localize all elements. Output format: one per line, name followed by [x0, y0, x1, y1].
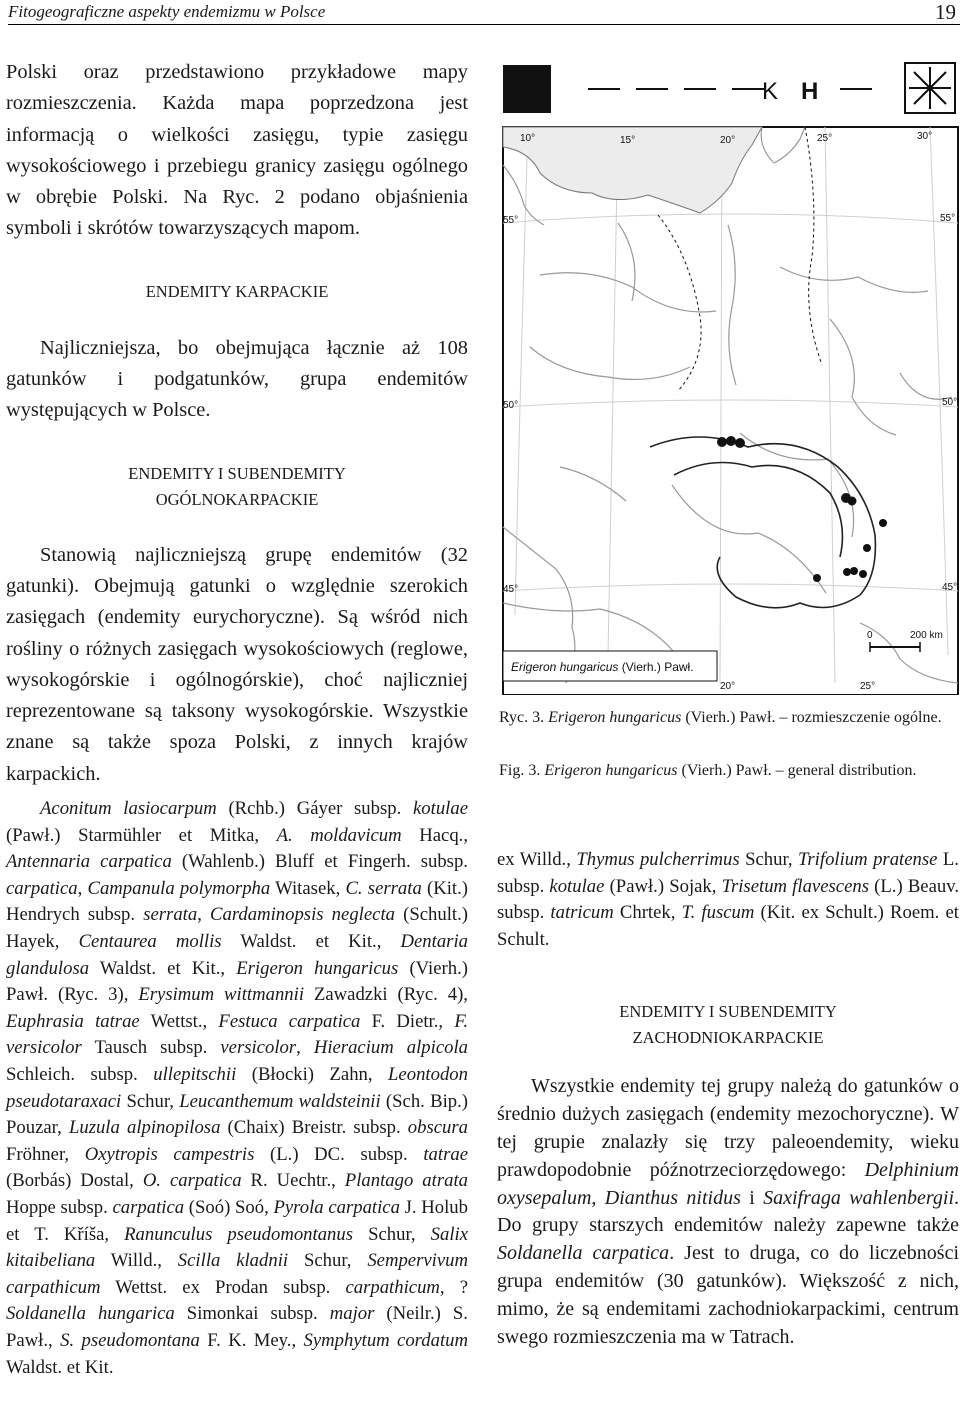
taxon-name: major — [329, 1303, 375, 1325]
text-run: J. Holub et T. Kříša, — [6, 1196, 468, 1245]
taxon-name: Plantago atrata — [344, 1170, 468, 1192]
occurrence-dot — [863, 544, 871, 552]
text-run: Schur, — [739, 849, 799, 870]
text-run: L. subsp. — [497, 849, 959, 897]
lat-label: 45° — [942, 582, 958, 593]
text-run: Hoppe subsp. — [6, 1196, 113, 1218]
lat-label: 45° — [503, 584, 519, 595]
taxon-name: tatricum — [550, 902, 614, 924]
text-run: Schleich. subsp. — [6, 1063, 154, 1085]
taxon-name: obscura — [407, 1117, 468, 1139]
text-run: (Pawł.) Sojak, — [604, 875, 722, 897]
text-run: , — [197, 904, 211, 926]
coastlines-rivers — [503, 127, 958, 683]
taxon-name: carpatica — [6, 877, 78, 899]
taxon-name: S. pseudomontana — [60, 1329, 200, 1351]
taxon-name: Saxifraga wahlenbergii — [763, 1186, 954, 1209]
taxon-name: serrata — [143, 904, 198, 926]
occurrence-dot — [726, 436, 736, 446]
running-title: Fitogeograficzne aspekty endemizmu w Polsce — [8, 2, 326, 21]
text-run: (Pawł.) Starmühler et Mitka, — [6, 824, 277, 846]
paragraph-ogolnokarpackie: Stanowią najliczniejszą grupę endemitów (32 gatunki). Obejmują gatunki o względnie szerokich zasięgach (endemity eurychoryczne). Są wśród nich rośliny o różnych zasięgach wysokościowych (reglowe, wysokogórskie i ogólnogórskie), choć najliczniej reprezentowane są taksony wysokogórskie. Wszystkie znane są także spoza Polski, z innych krajów karpackich. — [6, 543, 468, 785]
lon-label: 25° — [817, 133, 833, 144]
text-run: (Soó) Soó, — [184, 1196, 274, 1218]
taxon-name: Luzula alpinopilosa — [68, 1117, 221, 1139]
taxon-name: Hieracium alpicola — [313, 1037, 469, 1059]
taxon-name: carpatica — [112, 1196, 185, 1218]
text-run: Zawadzki (Ryc. 4), — [304, 984, 468, 1006]
text-run: i — [740, 1186, 764, 1209]
text-run: , — [296, 1037, 314, 1059]
distribution-map — [500, 55, 960, 695]
text-run: F. Dietr., — [360, 1010, 455, 1032]
left-column — [6, 57, 468, 1381]
taxon-name: Antennaria carpatica — [6, 851, 172, 873]
text-run: Wettst., — [139, 1010, 219, 1032]
legend-h: H — [801, 78, 819, 105]
caption-pl: Ryc. 3. Erigeron hungaricus (Vierh.) Pawł. – rozmieszczenie ogólne. — [499, 709, 942, 726]
species-label: Erigeron hungaricus (Vierh.) Pawł. — [511, 660, 694, 674]
caption-en: Fig. 3. Erigeron hungaricus (Vierh.) Pawł. – general distribution. — [499, 762, 917, 779]
occurrence-dot — [859, 570, 867, 578]
taxon-name: Cardaminopsis neglecta — [210, 904, 395, 926]
text-run: (Borbás) Dostal, — [6, 1170, 143, 1192]
carpathian-arc — [650, 437, 875, 608]
scale-end: 200 km — [910, 630, 943, 641]
taxon-name: Festuca carpatica — [218, 1010, 361, 1032]
taxon-name: versicolor — [220, 1037, 297, 1059]
occurrence-dot — [850, 567, 858, 575]
text-run: . Jest to druga, co do liczebności grupa endemitów (30 gatunków). Większość z nich, mimo, że są endemitami zachodniokarpackimi, centrum swego rozmieszczenia ma w Tatrach. — [497, 1242, 959, 1348]
species-list-continued — [497, 847, 959, 953]
heading-ogolnokarpackie — [6, 461, 468, 513]
legend-filled-square — [503, 65, 551, 113]
text-run: (Schult.) Hayek, — [6, 904, 468, 953]
occurrence-dot — [848, 497, 857, 506]
text-run: (L.) DC. subsp. — [254, 1143, 424, 1165]
text-run: (Chaix) Breistr. subsp. — [220, 1117, 408, 1139]
text-run: Simonkai subsp. — [174, 1303, 330, 1325]
text-run: Chrtek, — [613, 902, 682, 924]
taxon-name: kotulae — [412, 798, 468, 820]
heading-line-2: ZACHODNIOKARPACKIE — [632, 1028, 824, 1048]
taxon-name: Soldanella hungarica — [6, 1303, 175, 1325]
occurrence-dot — [879, 519, 887, 527]
lat-label: 50° — [942, 397, 958, 408]
text-run: Tausch subsp. — [81, 1037, 221, 1059]
taxon-name: Thymus pulcherrimus — [576, 849, 740, 870]
occurrence-dot — [735, 438, 745, 448]
text-run: (Błocki) Zahn, — [236, 1063, 389, 1085]
text-run: Witasek, — [270, 877, 346, 899]
text-run: R. Uechtr., — [241, 1170, 345, 1192]
taxon-name: Euphrasia tatrae — [6, 1010, 140, 1032]
occurrence-dots — [717, 436, 887, 582]
taxon-name: Delphinium oxysepalum — [497, 1158, 959, 1209]
map-svg — [500, 55, 960, 695]
lon-label-bottom: 20° — [720, 681, 736, 692]
lon-label: 15° — [620, 135, 636, 146]
taxon-name: Symphytum cordatum — [303, 1329, 468, 1351]
text-run: (L.) Beauv. subsp. — [497, 875, 960, 924]
running-header — [8, 0, 960, 25]
text-run: Wszystkie endemity tej grupy należą do gatunków o średnio dużych zasięgach (endemity mezochoryczne). W tej grupie znalazły się trzy paleoendemity, wieku prawdopodobnie późnotrzeciorzędowego: — [497, 1075, 959, 1181]
taxon-name: Centaurea mollis — [78, 931, 222, 953]
text-run: Schur, — [288, 1250, 368, 1272]
text-run: Schur, — [121, 1090, 180, 1112]
taxon-name: Dentaria glandulosa — [6, 931, 468, 979]
legend-star-icon — [905, 63, 955, 113]
heading-endemity-karpackie: ENDEMITY KARPACKIE — [145, 281, 329, 301]
taxon-name: Trisetum flavescens — [721, 875, 869, 897]
text-run: (Wahlenb.) Bluff et Fingerh. subsp. — [171, 851, 468, 873]
text-run: Schur, — [353, 1223, 431, 1245]
occurrence-dot — [813, 574, 821, 582]
heading-line-1: ENDEMITY I SUBENDEMITY — [128, 463, 346, 483]
text-run: , ? — [439, 1276, 468, 1298]
text-run: (Vierh.) Pawł. (Ryc. 3), — [6, 957, 468, 1006]
occurrence-dot — [843, 568, 851, 576]
text-run: (Neilr.) S. Pawł., — [6, 1303, 468, 1351]
taxon-name: ullepitschii — [153, 1063, 237, 1085]
text-run: F. K. Mey., — [199, 1329, 304, 1351]
text-run: Willd., — [95, 1250, 178, 1272]
taxon-name: Ranunculus pseudomontanus — [124, 1223, 354, 1245]
text-run: Wettst. ex Prodan subsp. — [100, 1276, 346, 1298]
taxon-name: tatrae — [423, 1143, 468, 1165]
taxon-name: Dianthus nitidus — [604, 1186, 741, 1209]
taxon-name: Trifolium pratense — [798, 849, 938, 870]
taxon-name: Salix kitaibeliana — [6, 1223, 469, 1272]
heading-line-1: ENDEMITY I SUBENDEMITY — [619, 1002, 837, 1022]
taxon-name: Erigeron hungaricus — [236, 957, 399, 979]
taxon-name: Pyrola carpatica — [273, 1196, 400, 1218]
text-run: Waldst. et Kit., — [89, 957, 237, 979]
legend-k: K — [762, 78, 779, 105]
text-run: , — [77, 877, 88, 899]
text-run: Fröhner, — [6, 1143, 85, 1165]
taxon-name: A. moldavicum — [276, 824, 402, 846]
text-run: ex Willd., — [497, 849, 577, 870]
occurrence-dot — [717, 437, 727, 447]
taxon-name: carpathicum — [345, 1276, 440, 1298]
taxon-name: Leucanthemum waldsteinii — [179, 1090, 381, 1112]
taxon-name: O. carpatica — [142, 1170, 242, 1192]
map-frame — [503, 127, 958, 695]
taxon-name: Leontodon pseudotaraxaci — [6, 1063, 468, 1112]
taxon-name: Aconitum lasiocarpum — [40, 798, 217, 820]
paragraph-zachodniokarpackie — [497, 1073, 959, 1351]
heading-line-2: OGÓLNOKARPACKIE — [155, 489, 319, 509]
heading-zachodniokarpackie — [497, 999, 959, 1051]
taxon-name: Oxytropis campestris — [84, 1143, 255, 1165]
text-run: (Kit. ex Schult.) Roem. et Schult. — [497, 902, 959, 950]
taxon-name: F. versicolor — [6, 1010, 468, 1059]
intro-paragraph: Polski oraz przedstawiono przykładowe mapy rozmieszczenia. Każda mapa poprzedzona jest informacją o wielkości zasięgu, typie zasięgu wysokościowego i przebiegu granicy zasięgu ogólnego w obrębie Polski. Na Ryc. 2 podano objaśnienia symboli i skrótów towarzyszących mapom. — [6, 61, 468, 240]
text-run: , — [591, 1186, 605, 1209]
taxon-name: Scilla kladnii — [177, 1250, 289, 1272]
coordinate-labels — [503, 131, 957, 692]
text-run: Hacq., — [401, 824, 469, 846]
taxon-name: Campanula polymorpha — [87, 877, 271, 899]
taxon-name: C. serrata — [345, 877, 422, 899]
lat-label: 55° — [940, 213, 956, 224]
text-run: (Rchb.) Gáyer subsp. — [216, 798, 413, 820]
lat-label: 50° — [503, 400, 519, 411]
text-run: (Kit.) Hendrych subsp. — [6, 877, 468, 926]
paragraph-karpackie: Najliczniejsza, bo obejmująca łącznie aż 108 gatunków i podgatunków, grupa endemitów występujących w Polsce. — [6, 336, 468, 422]
text-run: Waldst. et Kit. — [6, 1356, 114, 1378]
taxon-name: Erysimum wittmannii — [138, 984, 305, 1006]
page-number: 19 — [935, 0, 956, 24]
text-run: . Do grupy starszych endemitów należy zapewne także — [497, 1186, 959, 1237]
lon-label: 20° — [720, 135, 736, 146]
lon-label-bottom: 25° — [860, 681, 876, 692]
taxon-name: Sempervivum carpathicum — [6, 1250, 468, 1298]
taxon-name: kotulae — [549, 875, 605, 897]
text-run: (Sch. Bip.) Pouzar, — [6, 1090, 468, 1139]
lat-label: 55° — [503, 215, 519, 226]
taxon-name: T. fuscum — [681, 902, 755, 924]
scale-start: 0 — [867, 630, 873, 641]
text-run: Waldst. et Kit., — [221, 931, 401, 953]
right-column — [497, 847, 959, 1351]
taxon-name: Soldanella carpatica — [497, 1242, 670, 1265]
lon-label: 30° — [917, 131, 933, 142]
lon-label: 10° — [520, 133, 536, 144]
species-list — [6, 796, 468, 1381]
